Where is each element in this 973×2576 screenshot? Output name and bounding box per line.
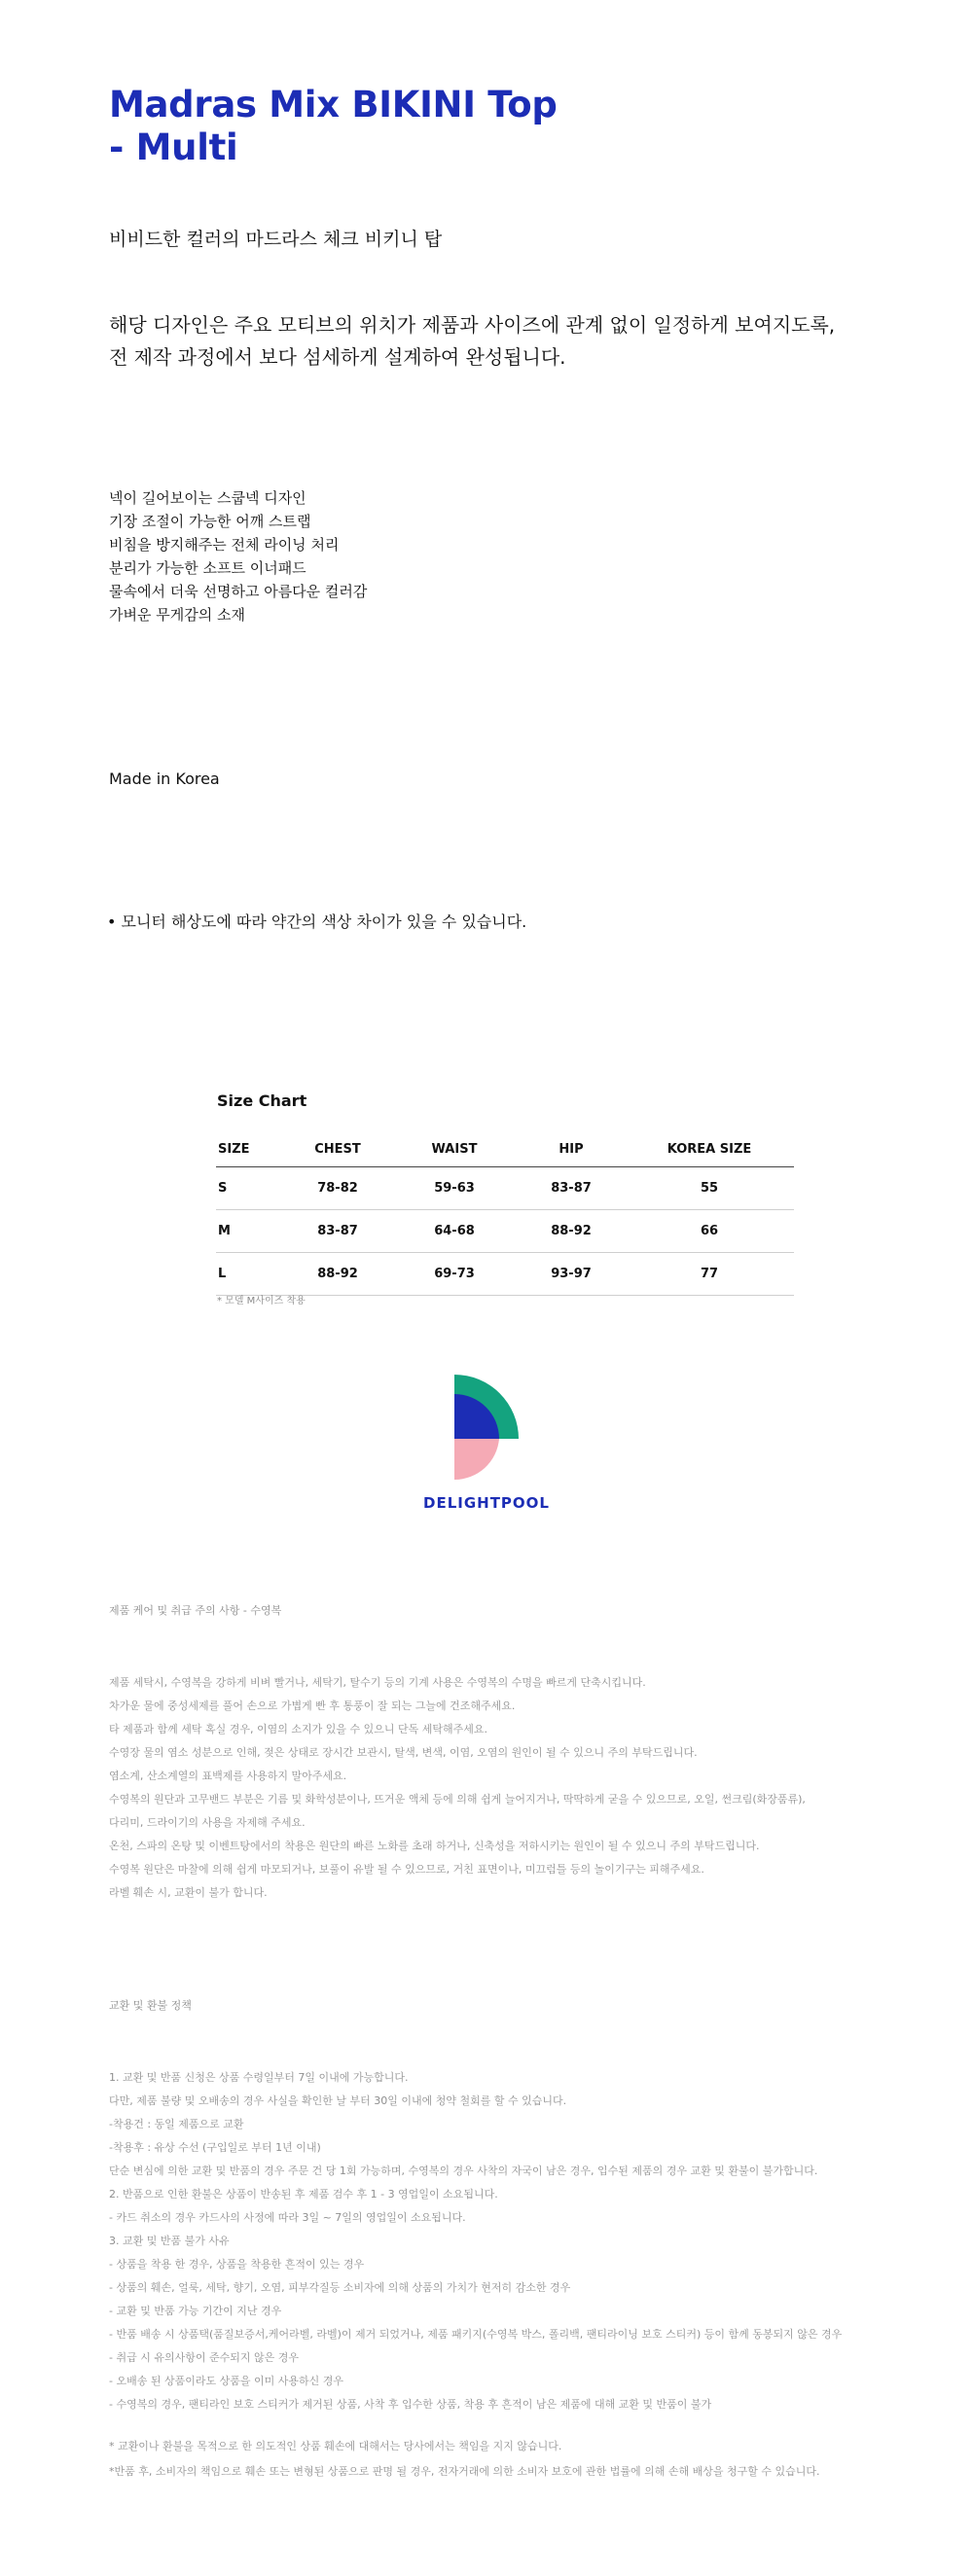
cell-korea-size: 66 [625, 1210, 794, 1253]
returns-line: - 상품을 착용 한 경우, 상품을 착용한 흔적이 있는 경우 [109, 2258, 365, 2271]
cell-size: S [216, 1167, 284, 1210]
cell-hip: 93-97 [518, 1253, 625, 1296]
returns-line: 2. 반품으로 인한 환불은 상품이 반송된 후 제품 검수 후 1 - 3 영업일이 소요됩니다. [109, 2188, 498, 2200]
cell-korea-size: 77 [625, 1253, 794, 1296]
footnote-line: * 교환이나 환불을 목적으로 한 의도적인 상품 훼손에 대해서는 당사에서는 책임을 지지 않습니다. [109, 2440, 562, 2452]
cell-korea-size: 55 [625, 1167, 794, 1210]
returns-line: - 수영복의 경우, 팬티라인 보호 스티커가 제거된 상품, 사착 후 입수한 상품, 착용 후 흔적이 남은 제품에 대해 교환 및 반품이 불가 [109, 2398, 712, 2411]
size-chart-header-row [216, 1131, 794, 1167]
product-subtitle: 비비드한 컬러의 마드라스 체크 비키니 탑 [109, 229, 443, 250]
returns-line: - 오배송 된 상품이라도 상품을 이미 사용하신 경우 [109, 2375, 343, 2387]
returns-policy [109, 2066, 946, 2416]
feature-list [109, 486, 367, 626]
header-hip: HIP [518, 1131, 625, 1167]
care-line: 염소계, 산소계열의 표백제를 사용하지 말아주세요. [109, 1770, 347, 1782]
feature-item: 기장 조절이 가능한 어깨 스트랩 [109, 513, 311, 530]
returns-line: 3. 교환 및 반품 불가 사유 [109, 2235, 230, 2247]
footnote-line: *반품 후, 소비자의 책임으로 훼손 또는 변형된 상품으로 판명 될 경우, 전자거래에 의한 소비자 보호에 관한 법률에 의해 손해 배상을 청구할 수 있습니다. [109, 2465, 820, 2478]
cell-chest: 88-92 [284, 1253, 391, 1296]
product-description [109, 309, 835, 374]
feature-item: 넥이 길어보이는 스쿱넥 디자인 [109, 489, 306, 507]
product-title-line1: Madras Mix BIKINI Top [109, 84, 558, 125]
cell-waist: 64-68 [391, 1210, 518, 1253]
care-line: 수영복 원단은 마찰에 의해 쉽게 마모되거나, 보풀이 유발 될 수 있으므로, 거친 표면이나, 미끄럼틀 등의 놀이기구는 피해주세요. [109, 1863, 704, 1876]
cell-hip: 88-92 [518, 1210, 625, 1253]
care-instructions [109, 1671, 926, 1905]
care-line: 제품 세탁시, 수영복을 강하게 비벼 빨거나, 세탁기, 탈수기 등의 기계 사용은 수영복의 수명을 빠르게 단축시킵니다. [109, 1676, 646, 1689]
care-section-title: 제품 케어 및 취급 주의 사항 - 수영복 [109, 1604, 282, 1617]
cell-waist: 69-73 [391, 1253, 518, 1296]
table-row [216, 1210, 794, 1253]
color-notice: • 모니터 해상도에 따라 약간의 색상 차이가 있을 수 있습니다. [107, 912, 527, 931]
care-line: 타 제품과 함께 세탁 혹실 경우, 이염의 소지가 있을 수 있으니 단독 세탁해주세요. [109, 1723, 487, 1735]
returns-line: 다만, 제품 불량 및 오배송의 경우 사실을 확인한 날 부터 30일 이내에 청약 철회를 할 수 있습니다. [109, 2094, 567, 2107]
table-row [216, 1253, 794, 1296]
size-chart-title: Size Chart [217, 1091, 307, 1110]
cell-hip: 83-87 [518, 1167, 625, 1210]
cell-chest: 78-82 [284, 1167, 391, 1210]
delightpool-logo-icon [450, 1375, 520, 1480]
returns-line: - 취급 시 유의사항이 준수되지 않은 경우 [109, 2351, 299, 2364]
size-chart-table [216, 1131, 794, 1296]
returns-line: - 교환 및 반품 가능 기간이 지난 경우 [109, 2305, 282, 2317]
description-line: 전 제작 과정에서 보다 섬세하게 설계하여 완성됩니다. [109, 345, 566, 369]
returns-section-title: 교환 및 환불 정책 [109, 1999, 192, 2012]
header-chest: CHEST [284, 1131, 391, 1167]
header-waist: WAIST [391, 1131, 518, 1167]
feature-item: 분리가 가능한 소프트 이너패드 [109, 559, 306, 577]
care-line: 다리미, 드라이기의 사용을 자제해 주세요. [109, 1816, 306, 1829]
feature-item: 물속에서 더욱 선명하고 아름다운 컬러감 [109, 583, 368, 600]
returns-line: - 카드 취소의 경우 카드사의 사정에 따라 3일 ~ 7일의 영업일이 소요됩니다. [109, 2211, 466, 2224]
header-korea-size: KOREA SIZE [625, 1131, 794, 1167]
cell-size: M [216, 1210, 284, 1253]
returns-line: -착용건 : 동일 제품으로 교환 [109, 2118, 244, 2130]
care-line: 수영복의 원단과 고무밴드 부분은 기름 및 화학성분이나, 뜨거운 액체 등에 의해 쉽게 늘어지거나, 딱딱하게 굳을 수 있으므로, 오일, 썬크림(화장품류), [109, 1793, 806, 1806]
table-row [216, 1167, 794, 1210]
care-line: 차가운 물에 중성세제를 풀어 손으로 가볍게 빤 후 통풍이 잘 되는 그늘에 건조해주세요. [109, 1699, 516, 1712]
cell-chest: 83-87 [284, 1210, 391, 1253]
model-size-note: * 모델 M사이즈 착용 [217, 1296, 306, 1306]
returns-line: 단순 변심에 의한 교환 및 반품의 경우 주문 건 당 1회 가능하며, 수영복의 경우 사착의 자국이 남은 경우, 입수된 제품의 경우 교환 및 환불이 불가합니다. [109, 2165, 818, 2177]
returns-line: -착용후 : 유상 수선 (구입일로 부터 1년 이내) [109, 2141, 321, 2154]
care-line: 라벨 훼손 시, 교환이 불가 합니다. [109, 1886, 268, 1899]
returns-line: - 반품 배송 시 상품택(품질보증서,케어라벨, 라벨)이 제거 되었거나, 제품 패키지(수영복 박스, 폴리백, 팬티라이닝 보호 스티커) 등이 함께 동봉되지 않은 경우 [109, 2328, 843, 2341]
description-line: 해당 디자인은 주요 모티브의 위치가 제품과 사이즈에 관계 없이 일정하게 보여지도록, [109, 313, 836, 337]
returns-line: 1. 교환 및 반품 신청은 상품 수령일부터 7일 이내에 가능합니다. [109, 2071, 409, 2084]
product-title [109, 84, 693, 169]
care-line: 수영장 물의 염소 성분으로 인해, 젖은 상태로 장시간 보관시, 탈색, 변색, 이염, 오염의 원인이 될 수 있으니 주의 부탁드립니다. [109, 1746, 698, 1759]
returns-line: - 상품의 훼손, 얼룩, 세탁, 향기, 오염, 피부각질등 소비자에 의해 상품의 가치가 현저히 감소한 경우 [109, 2281, 571, 2294]
cell-waist: 59-63 [391, 1167, 518, 1210]
cell-size: L [216, 1253, 284, 1296]
logo-pink-arc [454, 1439, 499, 1480]
origin-label: Made in Korea [109, 769, 220, 788]
brand-name: DELIGHTPOOL [423, 1494, 550, 1512]
returns-footnotes [109, 2434, 946, 2485]
header-size: SIZE [216, 1131, 284, 1167]
feature-item: 비침을 방지해주는 전체 라이닝 처리 [109, 536, 340, 554]
product-title-line2: - Multi [109, 126, 238, 168]
feature-item: 가벼운 무게감의 소재 [109, 606, 245, 624]
care-line: 온천, 스파의 온탕 및 이벤트탕에서의 착용은 원단의 빠른 노화를 초래 하거나, 신축성을 저하시키는 원인이 될 수 있으니 주의 부탁드립니다. [109, 1840, 760, 1852]
